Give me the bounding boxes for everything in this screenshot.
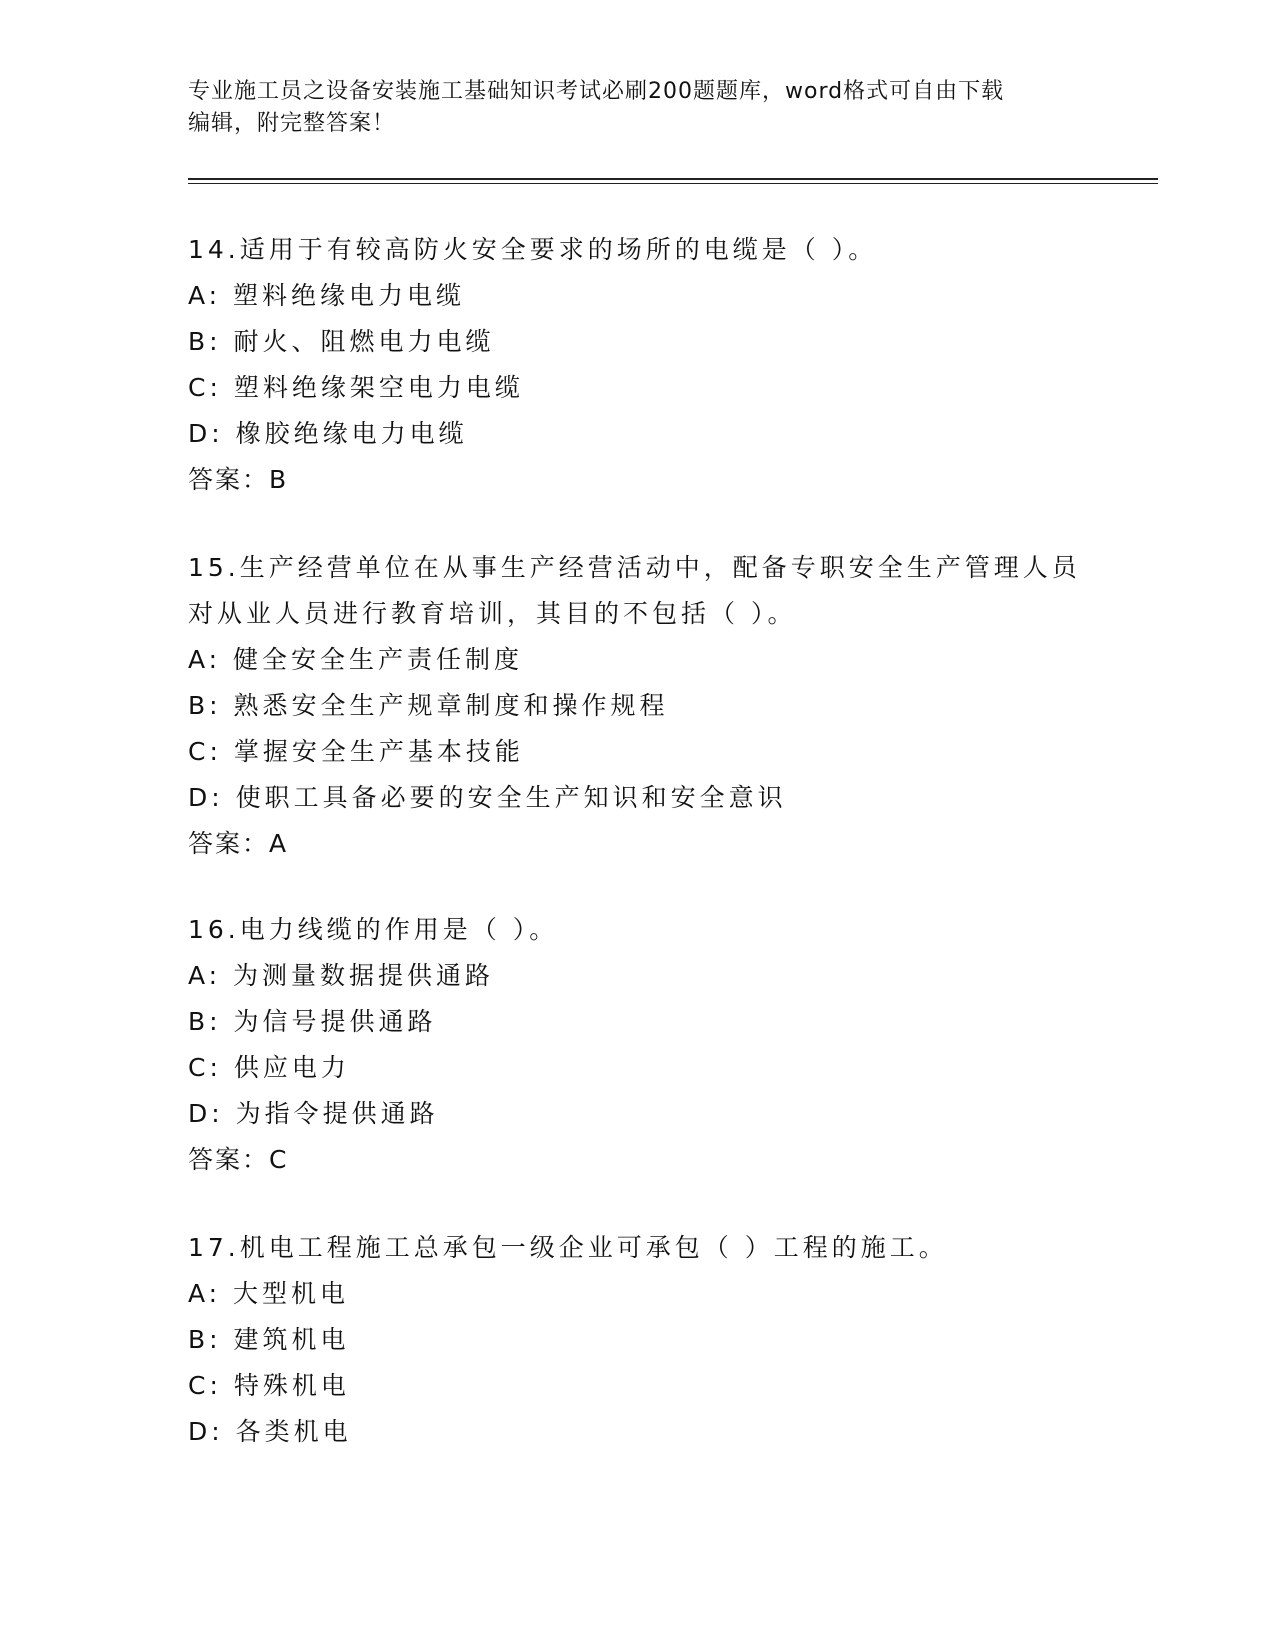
option-b: B: 建筑机电 bbox=[188, 1325, 350, 1354]
question-stem-line-1: 15.生产经营单位在从事生产经营活动中，配备专职安全生产管理人员 bbox=[188, 553, 1081, 582]
question-stem: 14.适用于有较高防火安全要求的场所的电缆是（ ）。 bbox=[188, 235, 878, 264]
option-a: A: 健全安全生产责任制度 bbox=[188, 645, 524, 674]
option-d: D: 各类机电 bbox=[188, 1417, 352, 1446]
option-b: B: 为信号提供通路 bbox=[188, 1007, 437, 1036]
option-b: B: 熟悉安全生产规章制度和操作规程 bbox=[188, 691, 669, 720]
answer-value: B bbox=[269, 465, 287, 494]
answer-line bbox=[188, 1137, 1088, 1183]
answer-value: A bbox=[269, 829, 287, 858]
answer-line bbox=[188, 821, 1088, 867]
option-c: C: 供应电力 bbox=[188, 1053, 350, 1082]
answer-line bbox=[188, 457, 1088, 503]
question-14 bbox=[188, 227, 1088, 503]
header-divider-thin bbox=[188, 183, 1158, 184]
question-stem-line-2: 对从业人员进行教育培训，其目的不包括（ ）。 bbox=[188, 599, 797, 628]
question-16 bbox=[188, 907, 1088, 1183]
option-d: D: 为指令提供通路 bbox=[188, 1099, 439, 1128]
option-c: C: 掌握安全生产基本技能 bbox=[188, 737, 524, 766]
option-d: D: 橡胶绝缘电力电缆 bbox=[188, 419, 468, 448]
option-c: C: 特殊机电 bbox=[188, 1371, 350, 1400]
option-b: B: 耐火、阻燃电力电缆 bbox=[188, 327, 495, 356]
option-d: D: 使职工具备必要的安全生产知识和安全意识 bbox=[188, 783, 787, 812]
answer-value: C bbox=[269, 1145, 287, 1174]
option-a: A: 为测量数据提供通路 bbox=[188, 961, 495, 990]
option-a: A: 大型机电 bbox=[188, 1279, 350, 1308]
answer-label: 答案： bbox=[188, 1145, 270, 1174]
header-divider bbox=[188, 178, 1158, 180]
question-stem: 17.机电工程施工总承包一级企业可承包（ ）工程的施工。 bbox=[188, 1233, 948, 1262]
answer-label: 答案： bbox=[188, 829, 270, 858]
document-header bbox=[188, 76, 1088, 140]
header-line-1: 专业施工员之设备安装施工基础知识考试必刷200题题库，word格式可自由下载 bbox=[188, 79, 1005, 104]
question-15 bbox=[188, 545, 1088, 867]
question-17 bbox=[188, 1225, 1088, 1455]
answer-label: 答案： bbox=[188, 465, 270, 494]
header-line-2: 编辑，附完整答案！ bbox=[188, 111, 396, 136]
option-c: C: 塑料绝缘架空电力电缆 bbox=[188, 373, 524, 402]
option-a: A: 塑料绝缘电力电缆 bbox=[188, 281, 466, 310]
question-stem: 16.电力线缆的作用是（ ）。 bbox=[188, 915, 559, 944]
